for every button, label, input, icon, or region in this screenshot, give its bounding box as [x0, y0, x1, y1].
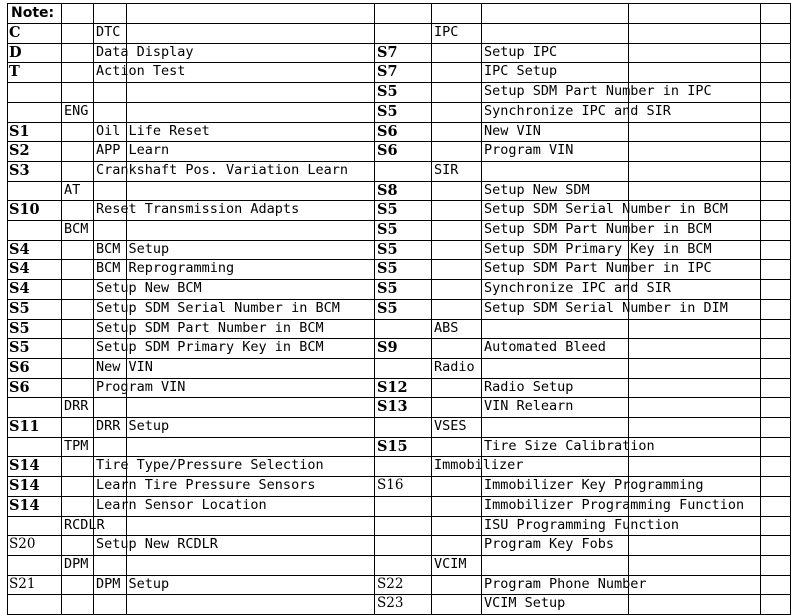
right-code: S5 [377, 300, 398, 317]
left-code: S1 [9, 123, 30, 140]
note-label: Note: [11, 5, 55, 21]
right-function: ISU Programming Function [484, 517, 680, 533]
left-code: S14 [9, 477, 40, 494]
right-module: VSES [434, 418, 467, 434]
left-function: Action Test [96, 63, 186, 79]
left-module: BCM [64, 221, 89, 237]
right-function: Program Key Fobs [484, 536, 615, 552]
right-code: S16 [377, 477, 404, 493]
right-code: S9 [377, 339, 398, 356]
right-function: VCIM Setup [484, 595, 566, 611]
right-module: VCIM [434, 556, 467, 572]
grid-row-line [7, 3, 791, 4]
grid-column-line [61, 3, 62, 615]
left-function: Tire Type/Pressure Selection [96, 457, 324, 473]
left-function: Reset Transmission Adapts [96, 201, 300, 217]
right-code: S5 [377, 241, 398, 258]
left-function: APP Learn [96, 142, 170, 158]
right-module: Radio [434, 359, 475, 375]
left-function: Crankshaft Pos. Variation Learn [96, 162, 348, 178]
left-function: Data Display [96, 44, 194, 60]
right-code: S5 [377, 201, 398, 218]
right-function: Program VIN [484, 142, 574, 158]
grid-row-line [7, 181, 791, 182]
left-function: BCM Setup [96, 241, 170, 257]
left-function: BCM Reprogramming [96, 260, 235, 276]
right-function: Setup SDM Serial Number in BCM [484, 201, 728, 217]
left-code: S5 [9, 300, 30, 317]
right-function: Tire Size Calibration [484, 438, 655, 454]
right-function: Immobilizer Programming Function [484, 497, 745, 513]
right-function: Program Phone Number [484, 576, 647, 592]
right-code: S5 [377, 280, 398, 297]
left-function: DTC [96, 24, 121, 40]
right-code: S23 [377, 595, 404, 611]
right-function: New VIN [484, 123, 541, 139]
right-code: S7 [377, 63, 398, 80]
left-code: S20 [9, 536, 36, 552]
right-function: Setup SDM Part Number in BCM [484, 221, 712, 237]
left-code: S4 [9, 260, 30, 277]
right-code: S22 [377, 576, 404, 592]
right-code: S6 [377, 142, 398, 159]
left-code: S6 [9, 359, 30, 376]
left-function: Learn Sensor Location [96, 497, 267, 513]
left-code: S5 [9, 339, 30, 356]
right-code: S5 [377, 221, 398, 238]
grid-column-line [374, 3, 375, 615]
right-code: S15 [377, 438, 408, 455]
left-function: Setup New RCDLR [96, 536, 218, 552]
grid-column-line [7, 3, 8, 615]
left-code: S3 [9, 162, 30, 179]
right-module: Immobilizer [434, 457, 524, 473]
left-code: S11 [9, 418, 40, 435]
grid-column-line [760, 3, 761, 615]
right-code: S13 [377, 398, 408, 415]
grid-row-line [7, 555, 791, 556]
right-code: S12 [377, 379, 408, 396]
left-function: Setup SDM Part Number in BCM [96, 320, 324, 336]
left-function: Setup New BCM [96, 280, 202, 296]
right-code: S6 [377, 123, 398, 140]
right-function: Setup SDM Part Number in IPC [484, 260, 712, 276]
right-function: Setup New SDM [484, 182, 590, 198]
left-module: RCDLR [64, 517, 105, 533]
left-code: S5 [9, 320, 30, 337]
grid-row-line [7, 23, 791, 24]
right-function: Setup SDM Part Number in IPC [484, 83, 712, 99]
grid-column-line [481, 3, 482, 615]
left-code: S14 [9, 497, 40, 514]
left-function: Learn Tire Pressure Sensors [96, 477, 316, 493]
right-function: Immobilizer Key Programming [484, 477, 704, 493]
left-code: S4 [9, 241, 30, 258]
left-module: TPM [64, 438, 89, 454]
right-function: VIN Relearn [484, 398, 574, 414]
right-code: S5 [377, 103, 398, 120]
right-code: S8 [377, 182, 398, 199]
left-function: DRR Setup [96, 418, 170, 434]
left-module: DRR [64, 398, 89, 414]
right-function: Synchronize IPC and SIR [484, 280, 671, 296]
left-code: S6 [9, 379, 30, 396]
left-module: DPM [64, 556, 89, 572]
left-module: ENG [64, 103, 89, 119]
left-function: DPM Setup [96, 576, 170, 592]
right-module: ABS [434, 320, 459, 336]
right-function: Setup IPC [484, 44, 558, 60]
left-function: New VIN [96, 359, 153, 375]
left-code: S4 [9, 280, 30, 297]
left-code: D [9, 44, 22, 61]
grid-row-line [7, 102, 791, 103]
left-code: S2 [9, 142, 30, 159]
right-code: S7 [377, 44, 398, 61]
left-code: C [9, 24, 21, 41]
right-module: SIR [434, 162, 459, 178]
left-code: S10 [9, 201, 40, 218]
left-function: Program VIN [96, 379, 186, 395]
left-module: AT [64, 182, 81, 198]
right-function: Synchronize IPC and SIR [484, 103, 671, 119]
left-function: Oil Life Reset [96, 123, 210, 139]
right-module: IPC [434, 24, 459, 40]
right-function: IPC Setup [484, 63, 558, 79]
left-code: T [9, 63, 20, 80]
right-function: Setup SDM Primary Key in BCM [484, 241, 712, 257]
right-function: Radio Setup [484, 379, 574, 395]
right-function: Automated Bleed [484, 339, 606, 355]
left-code: S21 [9, 576, 36, 592]
left-code: S14 [9, 457, 40, 474]
left-function: Setup SDM Primary Key in BCM [96, 339, 324, 355]
grid-column-line [431, 3, 432, 615]
left-function: Setup SDM Serial Number in BCM [96, 300, 340, 316]
right-code: S5 [377, 260, 398, 277]
right-function: Setup SDM Serial Number in DIM [484, 300, 728, 316]
right-code: S5 [377, 83, 398, 100]
